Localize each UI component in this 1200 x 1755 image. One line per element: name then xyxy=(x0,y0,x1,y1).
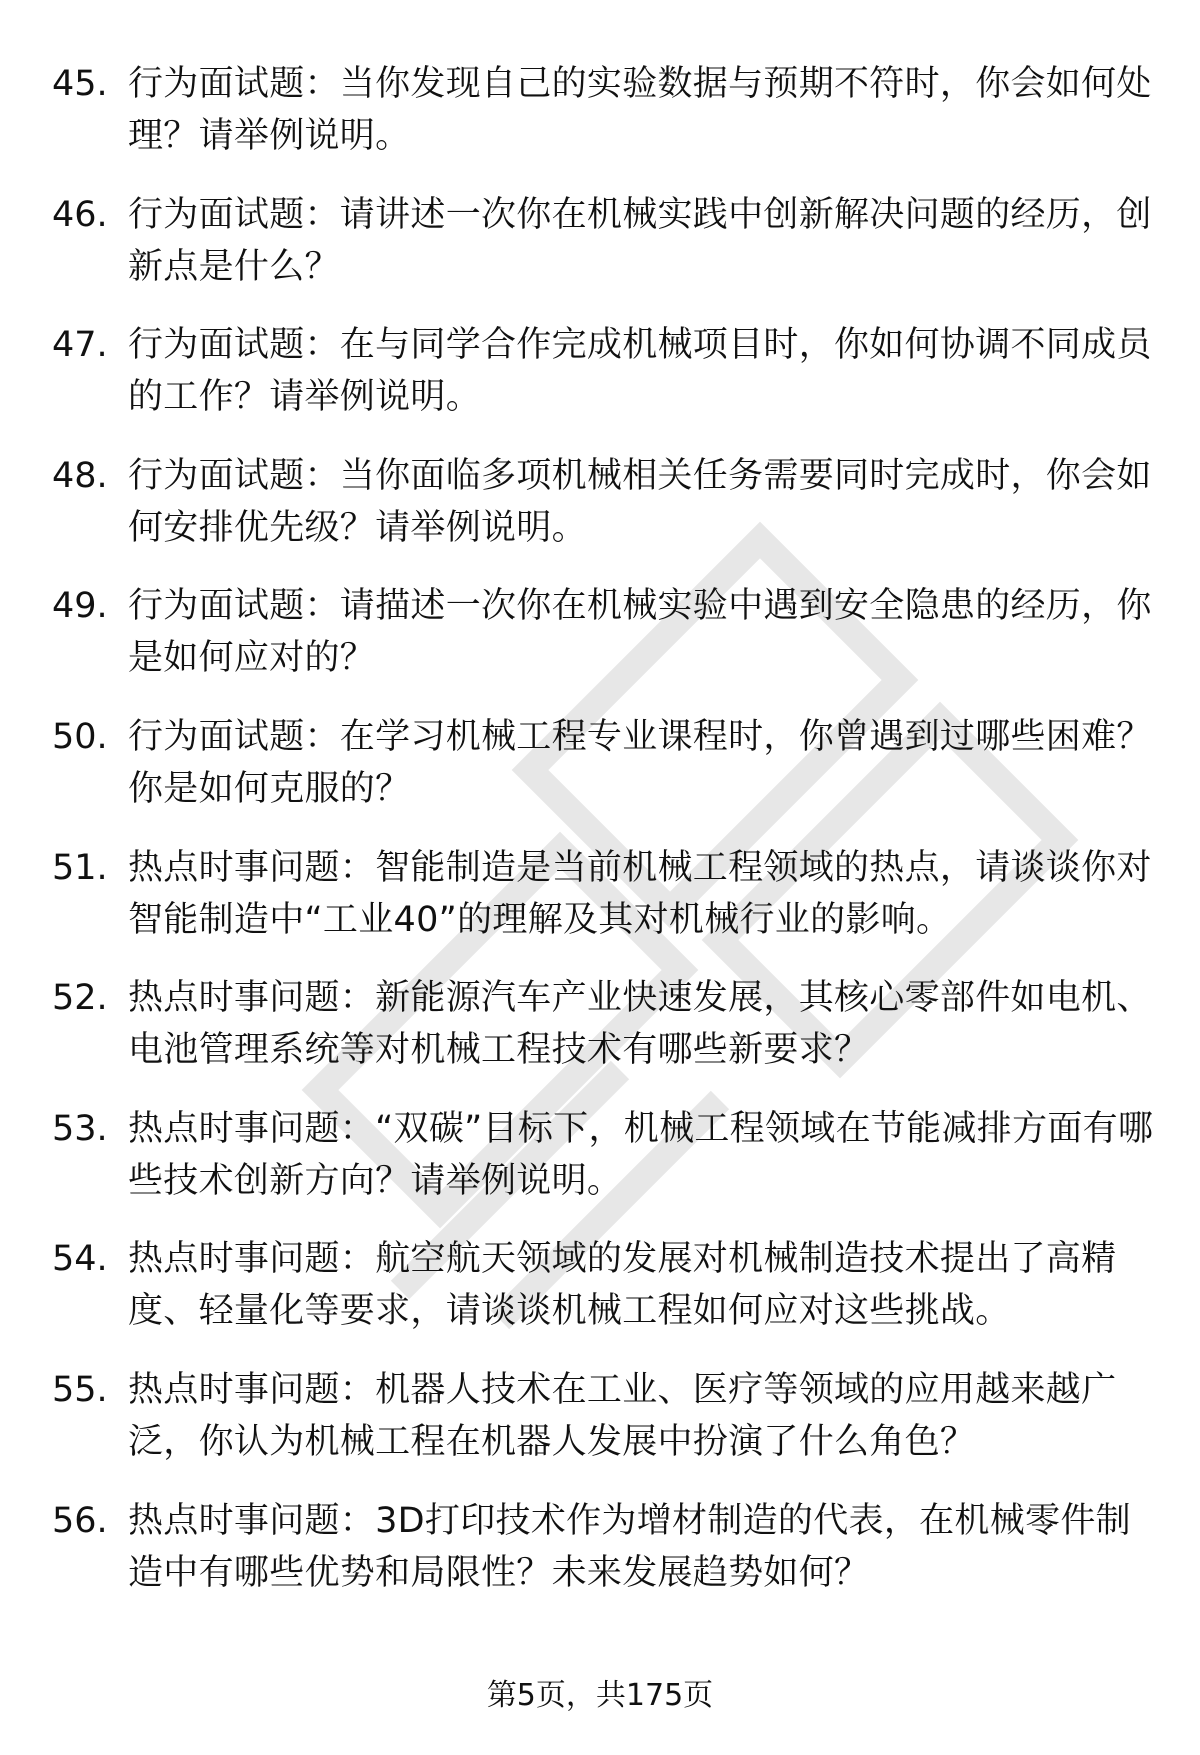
question-number: 52. xyxy=(52,978,108,1019)
question-number: 46. xyxy=(52,194,108,235)
question-number: 55. xyxy=(52,1369,108,1410)
question-text: 行为面试题：在学习机械工程专业课程时，你曾遇到过哪些困难？你是如何克服的？ xyxy=(128,716,1152,809)
question-text: 行为面试题：在与同学合作完成机械项目时，你如何协调不同成员的工作？请举例说明。 xyxy=(128,325,1152,418)
question-number: 53. xyxy=(52,1108,108,1149)
question-item xyxy=(52,1495,1162,1626)
question-number: 50. xyxy=(52,716,108,757)
question-text: 热点时事问题：新能源汽车产业快速发展，其核心零部件如电机、电池管理系统等对机械工程技术有哪些新要求？ xyxy=(128,978,1152,1071)
question-number: 56. xyxy=(52,1500,108,1541)
question-text: 行为面试题：当你面临多项机械相关任务需要同时完成时，你会如何安排优先级？请举例说明。 xyxy=(128,455,1152,548)
question-item xyxy=(52,711,1162,842)
question-text: 热点时事问题：3D打印技术作为增材制造的代表，在机械零件制造中有哪些优势和局限性？未来发展趋势如何？ xyxy=(128,1500,1131,1593)
question-list xyxy=(52,58,1162,1625)
question-text: 行为面试题：当你发现自己的实验数据与预期不符时，你会如何处理？请举例说明。 xyxy=(128,64,1152,156)
question-item xyxy=(52,842,1162,973)
question-number: 47. xyxy=(52,325,108,366)
question-text: 热点时事问题：“双碳”目标下，机械工程领域在节能减排方面有哪些技术创新方向？请举例说明。 xyxy=(128,1108,1154,1201)
question-item xyxy=(52,972,1162,1103)
question-item xyxy=(52,58,1162,189)
question-text: 热点时事问题：智能制造是当前机械工程领域的热点，请谈谈你对智能制造中“工业40”的理解及其对机械行业的影响。 xyxy=(128,847,1152,940)
question-number: 54. xyxy=(52,1239,108,1280)
question-item xyxy=(52,189,1162,320)
question-text: 热点时事问题：机器人技术在工业、医疗等领域的应用越来越广泛，你认为机械工程在机器人发展中扮演了什么角色？ xyxy=(128,1369,1117,1462)
question-text: 热点时事问题：航空航天领域的发展对机械制造技术提出了高精度、轻量化等要求，请谈谈机械工程如何应对这些挑战。 xyxy=(128,1239,1117,1332)
question-number: 49. xyxy=(52,586,108,627)
question-item xyxy=(52,1364,1162,1495)
question-item xyxy=(52,450,1162,581)
question-number: 51. xyxy=(52,847,108,888)
question-item xyxy=(52,580,1162,711)
page-number-footer: 第5页，共175页 xyxy=(486,1678,714,1713)
question-item xyxy=(52,1103,1162,1234)
question-number: 45. xyxy=(52,64,108,104)
question-text: 行为面试题：请讲述一次你在机械实践中创新解决问题的经历，创新点是什么？ xyxy=(128,194,1152,287)
question-item xyxy=(52,1233,1162,1364)
question-text: 行为面试题：请描述一次你在机械实验中遇到安全隐患的经历，你是如何应对的？ xyxy=(128,586,1152,679)
question-item xyxy=(52,319,1162,450)
question-number: 48. xyxy=(52,455,108,496)
